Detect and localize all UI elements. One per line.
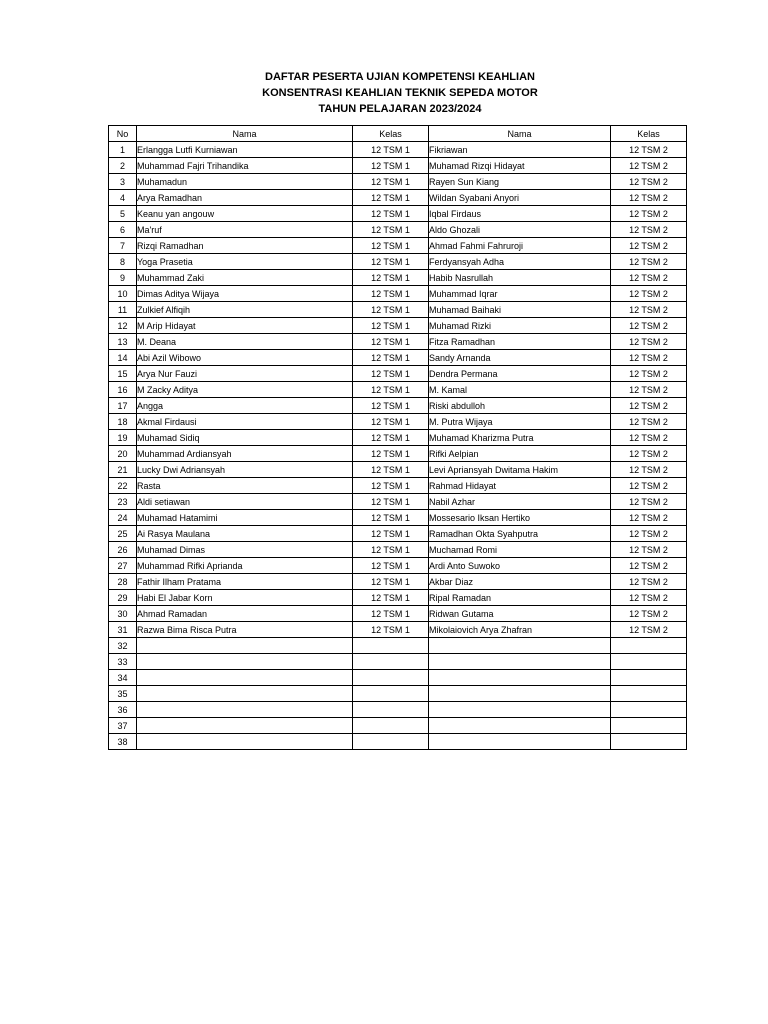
cell-no: 11 (109, 302, 137, 318)
cell-nama-1: Erlangga Lutfi Kurniawan (137, 142, 353, 158)
cell-kelas-2: 12 TSM 2 (611, 462, 687, 478)
cell-nama-1: Arya Ramadhan (137, 190, 353, 206)
cell-kelas-2: 12 TSM 2 (611, 286, 687, 302)
table-row (109, 590, 687, 606)
cell-nama-1: Ai Rasya Maulana (137, 526, 353, 542)
cell-no: 7 (109, 238, 137, 254)
title-line-1: DAFTAR PESERTA UJIAN KOMPETENSI KEAHLIAN (265, 71, 535, 83)
cell-kelas-1: 12 TSM 1 (353, 526, 429, 542)
cell-nama-2: Muhamad Rizki (429, 318, 611, 334)
cell-kelas-1: 12 TSM 1 (353, 350, 429, 366)
table-row (109, 542, 687, 558)
cell-no: 34 (109, 670, 137, 686)
cell-nama-2 (429, 670, 611, 686)
cell-kelas-2 (611, 638, 687, 654)
table-row (109, 606, 687, 622)
table-row (109, 398, 687, 414)
table-row (109, 734, 687, 750)
cell-kelas-1: 12 TSM 1 (353, 270, 429, 286)
cell-kelas-2: 12 TSM 2 (611, 254, 687, 270)
cell-kelas-2: 12 TSM 2 (611, 622, 687, 638)
cell-kelas-1: 12 TSM 1 (353, 478, 429, 494)
cell-nama-1: Muhammad Ardiansyah (137, 446, 353, 462)
table-row (109, 318, 687, 334)
cell-kelas-1: 12 TSM 1 (353, 318, 429, 334)
table-row (109, 462, 687, 478)
table-row (109, 174, 687, 190)
cell-nama-2: Mikolaiovich Arya Zhafran (429, 622, 611, 638)
cell-nama-1: Muhamad Sidiq (137, 430, 353, 446)
cell-kelas-1: 12 TSM 1 (353, 366, 429, 382)
cell-nama-2: Mossesario Iksan Hertiko (429, 510, 611, 526)
cell-kelas-2: 12 TSM 2 (611, 606, 687, 622)
cell-nama-1 (137, 654, 353, 670)
cell-no: 6 (109, 222, 137, 238)
cell-kelas-2: 12 TSM 2 (611, 206, 687, 222)
cell-kelas-1: 12 TSM 1 (353, 606, 429, 622)
cell-nama-2: Fikriawan (429, 142, 611, 158)
table-row (109, 414, 687, 430)
cell-kelas-2: 12 TSM 2 (611, 190, 687, 206)
cell-nama-1: Muhamad Dimas (137, 542, 353, 558)
cell-no: 20 (109, 446, 137, 462)
cell-nama-2: Fitza Ramadhan (429, 334, 611, 350)
cell-no: 31 (109, 622, 137, 638)
header-nama-1: Nama (137, 126, 353, 142)
table-row (109, 206, 687, 222)
cell-nama-2: M. Putra Wijaya (429, 414, 611, 430)
cell-no: 18 (109, 414, 137, 430)
cell-kelas-1: 12 TSM 1 (353, 446, 429, 462)
cell-kelas-2: 12 TSM 2 (611, 318, 687, 334)
table-row (109, 638, 687, 654)
cell-no: 2 (109, 158, 137, 174)
cell-no: 28 (109, 574, 137, 590)
header-kelas-2: Kelas (611, 126, 687, 142)
cell-nama-1: Yoga Prasetia (137, 254, 353, 270)
cell-kelas-1 (353, 654, 429, 670)
cell-nama-2 (429, 702, 611, 718)
cell-no: 4 (109, 190, 137, 206)
cell-kelas-1: 12 TSM 1 (353, 558, 429, 574)
cell-kelas-2: 12 TSM 2 (611, 350, 687, 366)
cell-kelas-1: 12 TSM 1 (353, 254, 429, 270)
cell-nama-2 (429, 654, 611, 670)
header-nama-2: Nama (429, 126, 611, 142)
cell-kelas-2: 12 TSM 2 (611, 574, 687, 590)
cell-nama-1 (137, 702, 353, 718)
cell-kelas-1 (353, 638, 429, 654)
cell-nama-1: Ahmad Ramadan (137, 606, 353, 622)
cell-no: 32 (109, 638, 137, 654)
table-row (109, 478, 687, 494)
cell-kelas-1: 12 TSM 1 (353, 590, 429, 606)
cell-nama-2: Habib Nasrullah (429, 270, 611, 286)
cell-no: 35 (109, 686, 137, 702)
cell-no: 22 (109, 478, 137, 494)
cell-nama-2: Akbar Diaz (429, 574, 611, 590)
cell-kelas-1: 12 TSM 1 (353, 334, 429, 350)
cell-no: 29 (109, 590, 137, 606)
cell-nama-1 (137, 670, 353, 686)
table-row (109, 622, 687, 638)
cell-kelas-1: 12 TSM 1 (353, 430, 429, 446)
cell-nama-1 (137, 734, 353, 750)
table-row (109, 382, 687, 398)
table-row (109, 718, 687, 734)
cell-no: 23 (109, 494, 137, 510)
cell-nama-1: Akmal Firdausi (137, 414, 353, 430)
table-row (109, 350, 687, 366)
cell-kelas-1: 12 TSM 1 (353, 494, 429, 510)
table-row (109, 558, 687, 574)
table-row (109, 526, 687, 542)
cell-nama-1: Muhamadun (137, 174, 353, 190)
cell-nama-1: Razwa Bima Risca Putra (137, 622, 353, 638)
cell-no: 1 (109, 142, 137, 158)
cell-nama-2: Ferdyansyah Adha (429, 254, 611, 270)
cell-no: 9 (109, 270, 137, 286)
cell-kelas-2: 12 TSM 2 (611, 430, 687, 446)
cell-nama-1: Arya Nur Fauzi (137, 366, 353, 382)
participant-table (108, 125, 687, 750)
cell-nama-2: Rifki Aelpian (429, 446, 611, 462)
cell-kelas-1: 12 TSM 1 (353, 622, 429, 638)
cell-kelas-2: 12 TSM 2 (611, 142, 687, 158)
table-row (109, 158, 687, 174)
cell-kelas-2: 12 TSM 2 (611, 302, 687, 318)
cell-kelas-1: 12 TSM 1 (353, 462, 429, 478)
cell-nama-2: Iqbal Firdaus (429, 206, 611, 222)
cell-kelas-2: 12 TSM 2 (611, 366, 687, 382)
table-row (109, 254, 687, 270)
cell-kelas-2: 12 TSM 2 (611, 558, 687, 574)
cell-nama-2: M. Kamal (429, 382, 611, 398)
cell-nama-2: Ardi Anto Suwoko (429, 558, 611, 574)
table-row (109, 574, 687, 590)
cell-kelas-1: 12 TSM 1 (353, 382, 429, 398)
table-body (109, 142, 687, 750)
cell-no: 36 (109, 702, 137, 718)
cell-nama-1: Dimas Aditya Wijaya (137, 286, 353, 302)
table-row (109, 190, 687, 206)
cell-kelas-1: 12 TSM 1 (353, 174, 429, 190)
cell-no: 10 (109, 286, 137, 302)
cell-nama-2: Sandy Arnanda (429, 350, 611, 366)
cell-nama-2: Ridwan Gutama (429, 606, 611, 622)
cell-nama-2: Ramadhan Okta Syahputra (429, 526, 611, 542)
cell-nama-1: M Arip Hidayat (137, 318, 353, 334)
cell-nama-2: Ripal Ramadan (429, 590, 611, 606)
cell-kelas-2: 12 TSM 2 (611, 238, 687, 254)
cell-kelas-2: 12 TSM 2 (611, 222, 687, 238)
cell-no: 38 (109, 734, 137, 750)
cell-nama-2 (429, 718, 611, 734)
cell-no: 19 (109, 430, 137, 446)
cell-kelas-1: 12 TSM 1 (353, 206, 429, 222)
cell-no: 15 (109, 366, 137, 382)
table-row (109, 222, 687, 238)
cell-kelas-2 (611, 670, 687, 686)
table-row (109, 286, 687, 302)
cell-nama-1: Muhammad Fajri Trihandika (137, 158, 353, 174)
cell-nama-2: Riski abdulloh (429, 398, 611, 414)
cell-no: 14 (109, 350, 137, 366)
table-row (109, 142, 687, 158)
cell-nama-1: Rizqi Ramadhan (137, 238, 353, 254)
table-row (109, 654, 687, 670)
cell-no: 3 (109, 174, 137, 190)
cell-nama-1: Rasta (137, 478, 353, 494)
cell-kelas-1: 12 TSM 1 (353, 190, 429, 206)
table-row (109, 702, 687, 718)
cell-kelas-2 (611, 686, 687, 702)
cell-kelas-1: 12 TSM 1 (353, 286, 429, 302)
cell-no: 26 (109, 542, 137, 558)
cell-nama-1: Muhammad Rifki Aprianda (137, 558, 353, 574)
cell-nama-2: Nabil Azhar (429, 494, 611, 510)
table-row (109, 302, 687, 318)
table-header-row (109, 126, 687, 142)
table-row (109, 430, 687, 446)
cell-nama-1: Keanu yan angouw (137, 206, 353, 222)
cell-nama-1: Zulkief Alfiqih (137, 302, 353, 318)
cell-nama-1: Habi El Jabar Korn (137, 590, 353, 606)
cell-nama-2 (429, 638, 611, 654)
document-title (0, 69, 768, 117)
cell-nama-2: Rahmad Hidayat (429, 478, 611, 494)
cell-no: 16 (109, 382, 137, 398)
table-row (109, 670, 687, 686)
header-kelas-1: Kelas (353, 126, 429, 142)
cell-kelas-1 (353, 670, 429, 686)
cell-kelas-1 (353, 734, 429, 750)
cell-nama-2: Wildan Syabani Anyori (429, 190, 611, 206)
cell-nama-2: Dendra Permana (429, 366, 611, 382)
cell-kelas-2: 12 TSM 2 (611, 526, 687, 542)
cell-nama-2: Ahmad Fahmi Fahruroji (429, 238, 611, 254)
table-row (109, 446, 687, 462)
cell-kelas-1: 12 TSM 1 (353, 222, 429, 238)
cell-no: 33 (109, 654, 137, 670)
cell-no: 12 (109, 318, 137, 334)
title-line-3: TAHUN PELAJARAN 2023/2024 (318, 103, 482, 115)
cell-no: 8 (109, 254, 137, 270)
cell-kelas-2: 12 TSM 2 (611, 270, 687, 286)
cell-kelas-2: 12 TSM 2 (611, 414, 687, 430)
cell-nama-2: Muhamad Kharizma Putra (429, 430, 611, 446)
cell-nama-1 (137, 718, 353, 734)
cell-nama-1: Muhammad Zaki (137, 270, 353, 286)
cell-kelas-1: 12 TSM 1 (353, 238, 429, 254)
cell-kelas-1: 12 TSM 1 (353, 414, 429, 430)
cell-kelas-2: 12 TSM 2 (611, 478, 687, 494)
cell-kelas-2: 12 TSM 2 (611, 510, 687, 526)
cell-nama-2: Muhamad Rizqi Hidayat (429, 158, 611, 174)
cell-no: 30 (109, 606, 137, 622)
cell-kelas-2 (611, 702, 687, 718)
table-row (109, 270, 687, 286)
cell-no: 21 (109, 462, 137, 478)
cell-kelas-1: 12 TSM 1 (353, 142, 429, 158)
cell-no: 27 (109, 558, 137, 574)
cell-nama-1: Ma'ruf (137, 222, 353, 238)
cell-kelas-1: 12 TSM 1 (353, 542, 429, 558)
cell-no: 5 (109, 206, 137, 222)
cell-nama-1: Muhamad Hatamimi (137, 510, 353, 526)
table-row (109, 334, 687, 350)
cell-kelas-2: 12 TSM 2 (611, 542, 687, 558)
cell-kelas-2 (611, 718, 687, 734)
cell-kelas-2: 12 TSM 2 (611, 382, 687, 398)
cell-nama-1: Lucky Dwi Adriansyah (137, 462, 353, 478)
cell-nama-2 (429, 734, 611, 750)
table-row (109, 510, 687, 526)
cell-nama-2: Muhammad Iqrar (429, 286, 611, 302)
cell-kelas-1: 12 TSM 1 (353, 302, 429, 318)
cell-kelas-1: 12 TSM 1 (353, 398, 429, 414)
cell-no: 37 (109, 718, 137, 734)
cell-nama-1: Angga (137, 398, 353, 414)
cell-no: 24 (109, 510, 137, 526)
title-line-2: KONSENTRASI KEAHLIAN TEKNIK SEPEDA MOTOR (262, 87, 538, 99)
cell-kelas-2 (611, 734, 687, 750)
cell-kelas-2: 12 TSM 2 (611, 158, 687, 174)
cell-nama-2: Muchamad Romi (429, 542, 611, 558)
header-no: No (109, 126, 137, 142)
table-row (109, 494, 687, 510)
cell-kelas-2: 12 TSM 2 (611, 494, 687, 510)
cell-kelas-1: 12 TSM 1 (353, 510, 429, 526)
cell-kelas-1: 12 TSM 1 (353, 574, 429, 590)
cell-nama-1 (137, 686, 353, 702)
cell-kelas-2: 12 TSM 2 (611, 174, 687, 190)
table-row (109, 366, 687, 382)
cell-kelas-2: 12 TSM 2 (611, 590, 687, 606)
cell-nama-1: M Zacky Aditya (137, 382, 353, 398)
cell-nama-2: Muhamad Baihaki (429, 302, 611, 318)
cell-nama-2: Rayen Sun Kiang (429, 174, 611, 190)
cell-nama-2: Aldo Ghozali (429, 222, 611, 238)
table-row (109, 686, 687, 702)
cell-kelas-2: 12 TSM 2 (611, 334, 687, 350)
cell-nama-1: Fathir Ilham Pratama (137, 574, 353, 590)
cell-no: 17 (109, 398, 137, 414)
cell-nama-1: Abi Azil Wibowo (137, 350, 353, 366)
cell-nama-1: M. Deana (137, 334, 353, 350)
cell-kelas-1 (353, 702, 429, 718)
cell-kelas-1: 12 TSM 1 (353, 158, 429, 174)
cell-nama-2: Levi Apriansyah Dwitama Hakim (429, 462, 611, 478)
table-row (109, 238, 687, 254)
cell-kelas-1 (353, 718, 429, 734)
cell-kelas-2: 12 TSM 2 (611, 446, 687, 462)
cell-no: 25 (109, 526, 137, 542)
cell-nama-2 (429, 686, 611, 702)
cell-no: 13 (109, 334, 137, 350)
cell-kelas-2 (611, 654, 687, 670)
cell-kelas-1 (353, 686, 429, 702)
cell-nama-1 (137, 638, 353, 654)
cell-kelas-2: 12 TSM 2 (611, 398, 687, 414)
cell-nama-1: Aldi setiawan (137, 494, 353, 510)
